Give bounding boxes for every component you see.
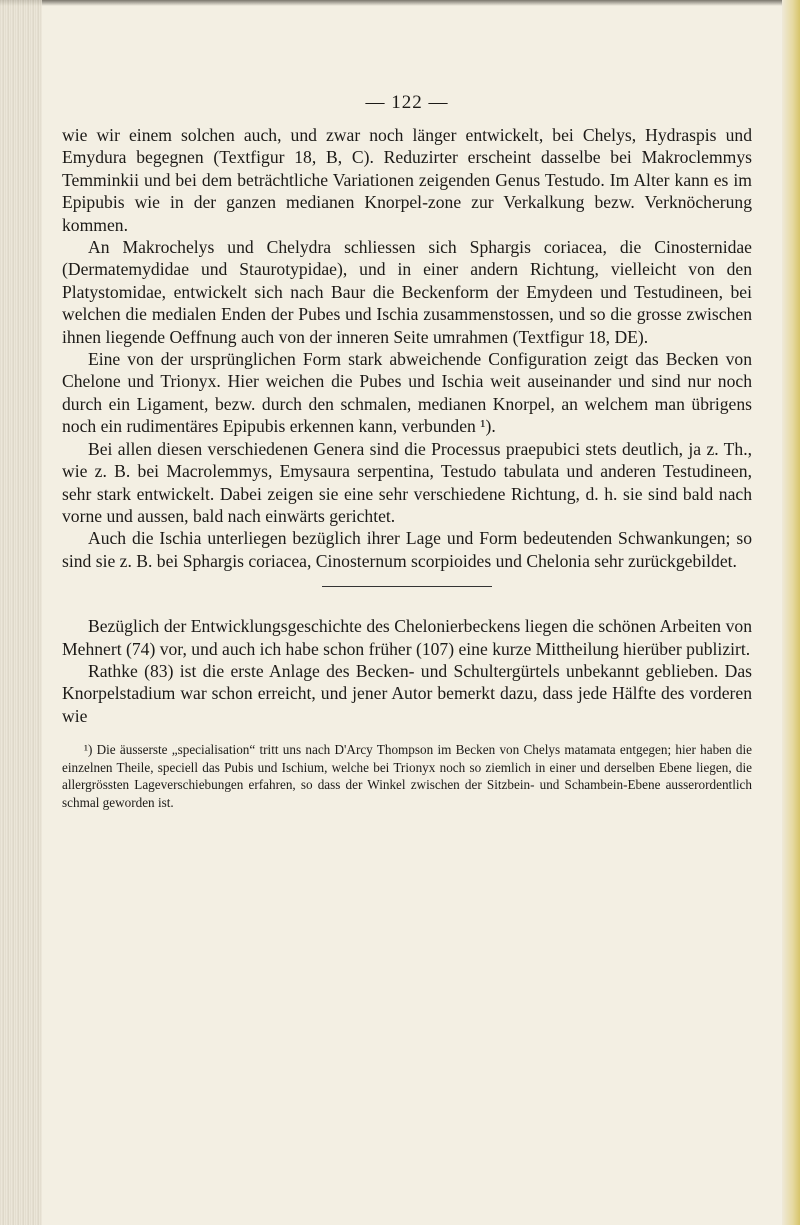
paragraph-4: Bei allen diesen verschiedenen Genera sind die Processus praepubici stets deutlich, ja z. Th., wie z. B. bei Macrolemmys, Emysaura serpentina, Testudo tabulata und anderen Testudineen, sehr stark entwickelt. Dabei zeigen sie eine sehr verschiedene Richtung, d. h. sie sind bald nach vorne und aussen, bald nach einwärts gerichtet. xyxy=(62,438,752,526)
paragraph-1: wie wir einem solchen auch, und zwar noch länger entwickelt, bei Chelys, Hydraspis und Emydura begegnen (Textfigur 18, B, C). Reduzirter erscheint dasselbe bei Makroclemmys Temminkii und bei dem beträchtliche Variationen zeigenden Genus Testudo. Im Alter kann es im Epipubis wie in der ganzen medianen Knorpel-zone zur Verkalkung bezw. Verknöcherung kommen. xyxy=(62,125,752,235)
paragraph-2: An Makrochelys und Chelydra schliessen sich Sphargis coriacea, die Cinosternidae (Dermatemydidae und Staurotypidae), und in einer andern Richtung, vielleicht von den Platystomidae, entwickelt sich nach Baur die Beckenform der Emydeen und Testudineen, bei welchen die medialen Enden der Pubes und Ischia zusammenstossen, und so die grosse zwischen ihnen liegende Oeffnung auch von der inneren Seite umrahmen (Textfigur 18, DE). xyxy=(62,237,752,347)
page-number: — 122 — xyxy=(365,92,449,113)
page-left-edge xyxy=(0,0,42,1225)
footnote-block xyxy=(62,741,752,811)
footnote: ¹) Die äusserste „specialisation“ tritt uns nach D'Arcy Thompson im Becken von Chelys matamata entgegen; hier haben die einzelnen Theile, speciell das Pubis und Ischium, welche bei Trionyx noch so ziemlich in einer und derselben Ebene liegen, die allergrössten Lageverschiebungen erfahren, so dass der Winkel zwischen der Sitzbein- und Schambein-Ebene ausserordentlich schmal geworden ist. xyxy=(62,742,752,810)
page-top-shadow xyxy=(0,0,800,6)
paragraph-3: Eine von der ursprünglichen Form stark abweichende Configuration zeigt das Becken von Chelone und Trionyx. Hier weichen die Pubes und Ischia weit auseinander und sind nur noch durch ein Ligament, bezw. durch den schmalen, medianen Knorpel, an welchem man übrigens noch ein rudimentäres Epipubis erkennen kann, verbunden ¹). xyxy=(62,349,752,437)
page-body xyxy=(62,92,752,812)
paragraph-6: Bezüglich der Entwicklungsgeschichte des Chelonierbeckens liegen die schönen Arbeiten von Mehnert (74) vor, und auch ich habe schon früher (107) eine kurze Mittheilung hierüber publizirt. xyxy=(62,616,752,659)
paragraph-5: Auch die Ischia unterliegen bezüglich ihrer Lage und Form bedeutenden Schwankungen; so sind sie z. B. bei Sphargis coriacea, Cinosternum scorpioides und Chelonia sehr zurückgebildet. xyxy=(62,528,752,571)
paragraph-7: Rathke (83) ist die erste Anlage des Becken- und Schultergürtels unbekannt geblieben. Das Knorpelstadium war schon erreicht, und jener Autor bemerkt dazu, dass jede Hälfte des vorderen wie xyxy=(62,660,752,726)
page-right-edge xyxy=(782,0,800,1225)
section-separator xyxy=(322,586,492,587)
